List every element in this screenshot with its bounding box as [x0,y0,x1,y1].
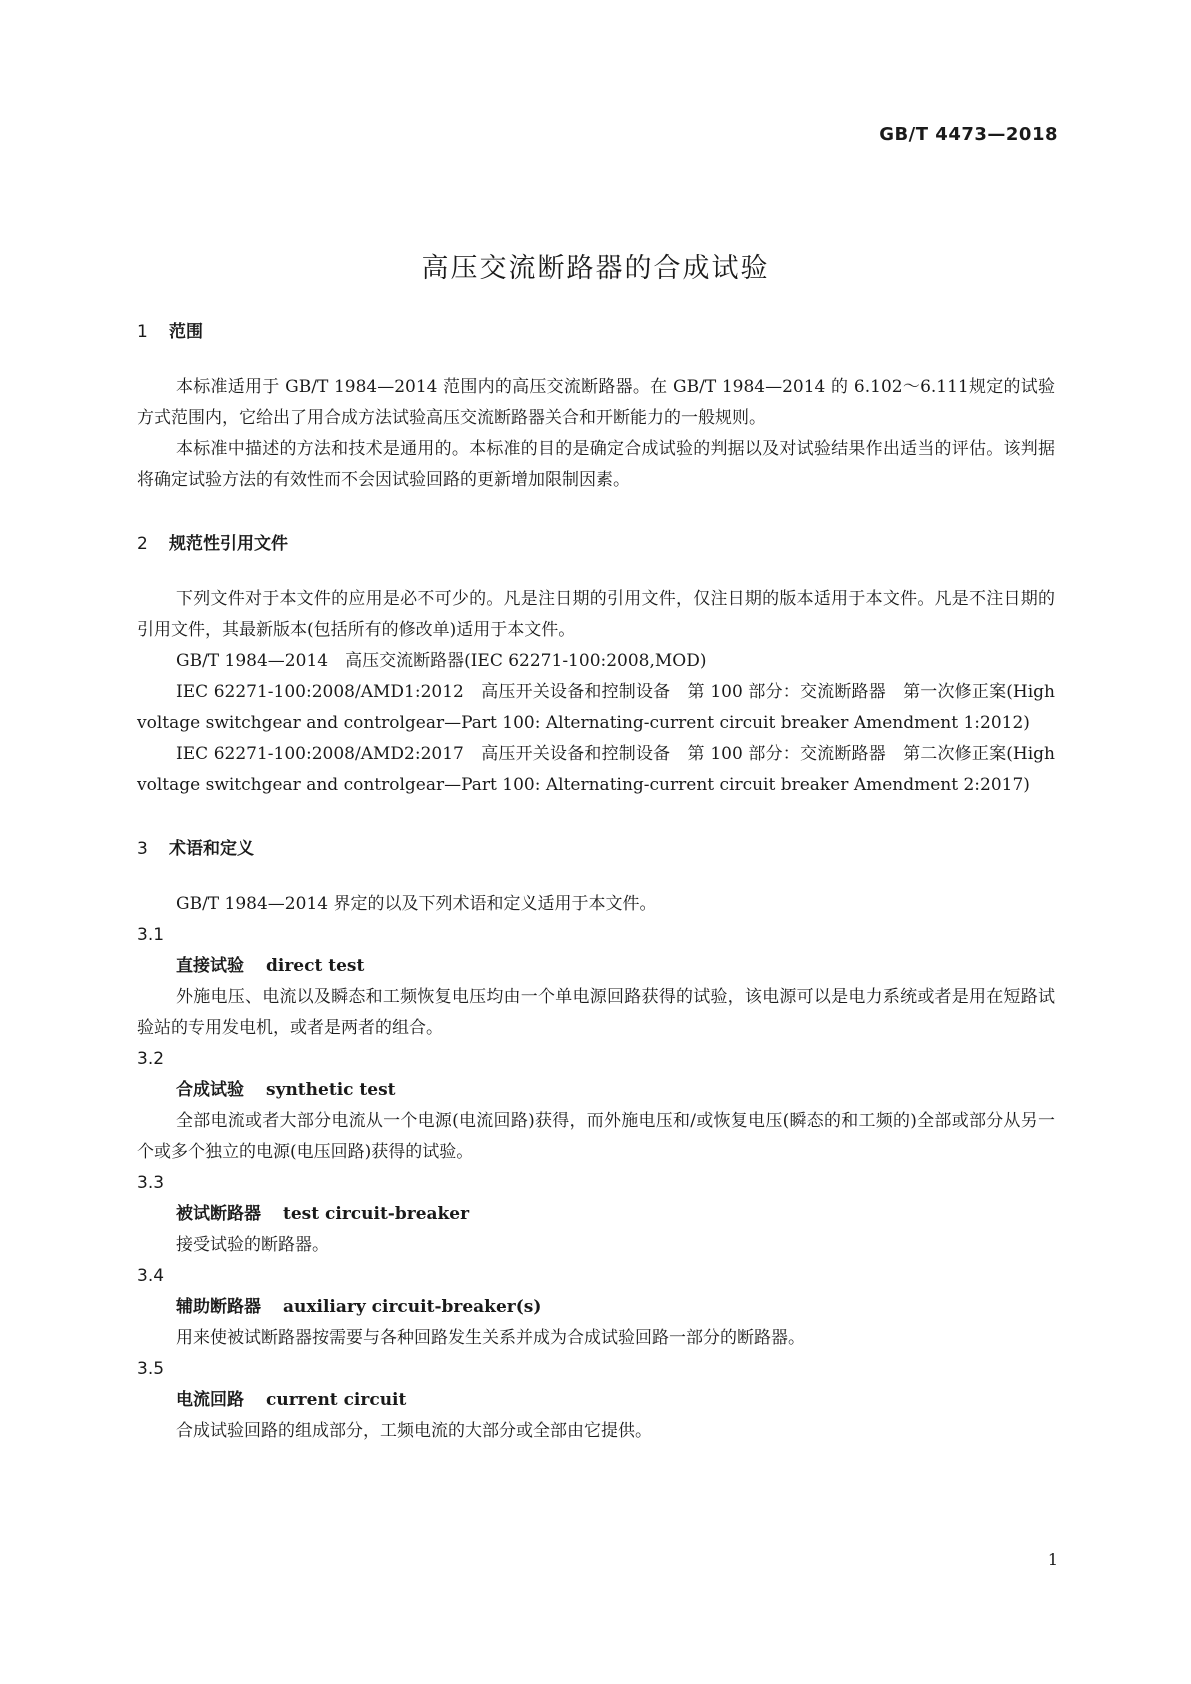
term-number: 3.5 [137,1359,165,1379]
term-entry [137,920,1055,1044]
reference-item: GB/T 1984—2014 高压交流断路器(IEC 62271-100:2008,MOD) [176,651,707,671]
term-definition: 合成试验回路的组成部分，工频电流的大部分或全部由它提供。 [176,1421,652,1441]
term-definition: 外施电压、电流以及瞬态和工频恢复电压均由一个单电源回路获得的试验，该电源可以是电力系统或者是用在短路试验站的专用发电机，或者是两者的组合。 [137,987,1055,1038]
term-en: current circuit [266,1390,407,1410]
term-number: 3.2 [137,1049,165,1069]
section-terms-definitions [137,837,1055,1447]
term-entry [137,1354,1055,1447]
section-title: 范围 [169,322,203,342]
section-scope [137,320,1055,496]
section-title: 术语和定义 [169,839,254,859]
term-entry [137,1261,1055,1354]
term-zh: 直接试验 [176,956,244,976]
document-body [137,320,1055,1447]
term-title [137,1075,1055,1106]
term-title [137,1199,1055,1230]
section-heading [137,532,1055,556]
section-heading [137,837,1055,861]
term-en: direct test [266,956,365,976]
term-definition: 接受试验的断路器。 [176,1235,329,1255]
section-number: 2 [137,534,148,554]
section-number: 1 [137,322,148,342]
section-normative-references [137,532,1055,801]
standard-code: GB/T 4473—2018 [879,124,1058,145]
page-number: 1 [1047,1550,1058,1569]
term-definition: 全部电流或者大部分电流从一个电源(电流回路)获得，而外施电压和/或恢复电压(瞬态的和工频的)全部或部分从另一个或多个独立的电源(电压回路)获得的试验。 [137,1111,1055,1162]
term-title [137,1292,1055,1323]
term-zh: 辅助断路器 [176,1297,261,1317]
reference-item: IEC 62271-100:2008/AMD2:2017 高压开关设备和控制设备 第 100 部分：交流断路器 第二次修正案(High voltage switchgear and controlgear—Part 100: Alternating-current circuit breaker Amendment 2:2017) [137,744,1055,795]
term-entry [137,1044,1055,1168]
section-heading [137,320,1055,344]
term-title [137,951,1055,982]
paragraph: 下列文件对于本文件的应用是必不可少的。凡是注日期的引用文件，仅注日期的版本适用于本文件。凡是不注日期的引用文件，其最新版本(包括所有的修改单)适用于本文件。 [137,589,1055,640]
document-title: 高压交流断路器的合成试验 [421,253,770,285]
section-title: 规范性引用文件 [169,534,288,554]
term-zh: 电流回路 [176,1390,244,1410]
term-number: 3.1 [137,925,165,945]
term-en: test circuit-breaker [283,1204,470,1224]
term-title [137,1385,1055,1416]
term-entry [137,1168,1055,1261]
term-number: 3.3 [137,1173,165,1193]
paragraph: 本标准中描述的方法和技术是通用的。本标准的目的是确定合成试验的判据以及对试验结果作出适当的评估。该判据将确定试验方法的有效性而不会因试验回路的更新增加限制因素。 [137,439,1055,490]
term-en: auxiliary circuit-breaker(s) [283,1297,542,1317]
paragraph: GB/T 1984—2014 界定的以及下列术语和定义适用于本文件。 [176,894,657,914]
term-zh: 被试断路器 [176,1204,261,1224]
term-en: synthetic test [266,1080,396,1100]
term-zh: 合成试验 [176,1080,244,1100]
term-definition: 用来使被试断路器按需要与各种回路发生关系并成为合成试验回路一部分的断路器。 [176,1328,805,1348]
section-number: 3 [137,839,148,859]
reference-item: IEC 62271-100:2008/AMD1:2012 高压开关设备和控制设备 第 100 部分：交流断路器 第一次修正案(High voltage switchgear and controlgear—Part 100: Alternating-current circuit breaker Amendment 1:2012) [137,682,1055,733]
paragraph: 本标准适用于 GB/T 1984—2014 范围内的高压交流断路器。在 GB/T 1984—2014 的 6.102～6.111规定的试验方式范围内，它给出了用合成方法试验高压交流断路器关合和开断能力的一般规则。 [137,377,1055,428]
term-number: 3.4 [137,1266,165,1286]
